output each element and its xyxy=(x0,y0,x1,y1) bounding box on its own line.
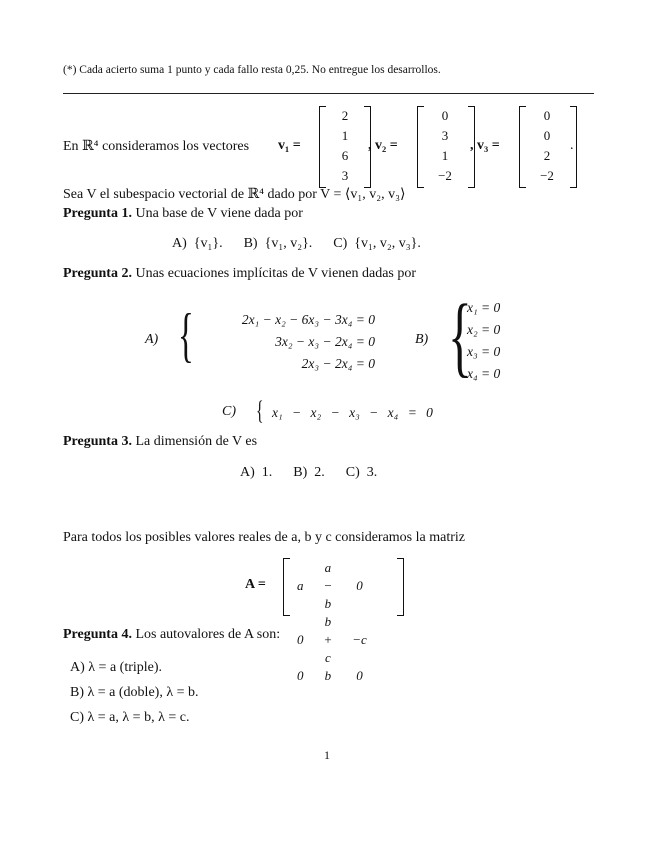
matrix-label: A = xyxy=(245,577,266,592)
v1-entry: 3 xyxy=(341,168,349,183)
equation: 2x₁ − x₂ − 6x₃ − 3x₄ = 0 xyxy=(241,312,375,327)
bracket-left xyxy=(519,106,526,188)
option-c-label: C) xyxy=(222,404,236,419)
v2-entry: −2 xyxy=(438,168,452,183)
equation: 2x₃ − 2x₄ = 0 xyxy=(301,356,375,371)
v3-entry: 2 xyxy=(543,148,551,163)
matrix-cell: −c xyxy=(352,632,367,647)
v3-entry: −2 xyxy=(540,168,554,183)
v1-entry: 2 xyxy=(341,108,349,123)
question-3-options: A) 1. B) 2. C) 3. xyxy=(240,465,378,480)
question-2 xyxy=(63,266,416,282)
question-3-label: Pregunta 3. xyxy=(63,434,132,449)
equation: x₁ = 0 xyxy=(467,300,501,315)
v2-entry: 3 xyxy=(441,128,449,143)
question-4-option-c: C) λ = a, λ = b, λ = c. xyxy=(70,710,190,725)
equation: x₄ = 0 xyxy=(467,366,501,381)
matrix-cell: 0 xyxy=(356,578,363,593)
brace-icon: { xyxy=(178,302,194,368)
question-4 xyxy=(63,627,280,643)
v2-entries xyxy=(425,106,465,186)
v1-entry: 1 xyxy=(341,128,349,143)
v2-label: , v₂ = xyxy=(368,138,398,153)
question-3-text: La dimensión de V es xyxy=(135,434,258,449)
question-2-text: Unas ecuaciones implícitas de V vienen dadas por xyxy=(135,266,417,281)
matrix-row xyxy=(287,667,377,685)
option-c-equation: x₁ − x₂ − x₃ − x₄ = 0 xyxy=(272,405,433,420)
matrix-cell: b xyxy=(324,668,332,683)
matrix-cell: a xyxy=(297,578,304,593)
question-4-option-b: B) λ = a (doble), λ = b. xyxy=(70,685,199,700)
option-a-label: A) xyxy=(145,332,159,347)
bracket-right xyxy=(397,558,404,616)
subspace-definition: Sea V el subespacio vectorial de ℝ⁴ dado por V = ⟨v₁, v₂, v₃⟩ xyxy=(63,187,406,202)
question-1-text: Una base de V viene dada por xyxy=(135,206,303,221)
bracket-left xyxy=(417,106,424,188)
question-3 xyxy=(63,434,257,450)
matrix-cell: 0 xyxy=(297,668,304,683)
header-rule xyxy=(63,93,594,94)
equation: x₂ = 0 xyxy=(467,322,501,337)
matrix-grid xyxy=(287,559,377,685)
option-b-equations xyxy=(467,297,500,385)
question-4-label: Pregunta 4. xyxy=(63,627,132,642)
matrix-row xyxy=(287,559,377,613)
brace-icon: { xyxy=(448,287,472,386)
bracket-left xyxy=(319,106,326,188)
matrix-row xyxy=(287,613,377,667)
matrix-cell: 0 xyxy=(297,632,304,647)
matrix-cell: b + c xyxy=(323,614,333,665)
question-1 xyxy=(63,206,303,222)
v3-entry: 0 xyxy=(543,128,551,143)
question-4-option-a: A) λ = a (triple). xyxy=(70,660,163,675)
v1-entries xyxy=(333,106,357,186)
matrix-intro: Para todos los posibles valores reales de a, b y c consideramos la matriz xyxy=(63,530,465,545)
v1-entry: 6 xyxy=(341,148,349,163)
v3-entry: 0 xyxy=(543,108,551,123)
question-4-text: Los autovalores de A son: xyxy=(135,627,281,642)
scoring-note: (*) Cada acierto suma 1 punto y cada fallo resta 0,25. No entregue los desarrollos. xyxy=(63,64,441,76)
question-1-options: A) {v₁}. B) {v₁, v₂}. C) {v₁, v₂, v₃}. xyxy=(172,236,421,251)
matrix-cell: a − b xyxy=(323,560,333,611)
matrix-cell: 0 xyxy=(356,668,363,683)
v3-label: , v₃ = xyxy=(470,138,500,153)
brace-icon: { xyxy=(256,396,264,425)
equation: x₃ = 0 xyxy=(467,344,501,359)
v2-entry: 0 xyxy=(441,108,449,123)
v1-label: v₁ = xyxy=(278,138,301,153)
option-a-equations xyxy=(195,309,375,375)
question-2-label: Pregunta 2. xyxy=(63,266,132,281)
page-number: 1 xyxy=(324,748,330,762)
equation: 3x₂ − x₃ − 2x₄ = 0 xyxy=(275,334,375,349)
v3-entries xyxy=(527,106,567,186)
question-1-label: Pregunta 1. xyxy=(63,206,132,221)
intro-lead: En ℝ⁴ consideramos los vectores xyxy=(63,139,250,154)
option-b-label: B) xyxy=(415,332,429,347)
v2-entry: 1 xyxy=(441,148,449,163)
intro-end: . xyxy=(570,138,574,153)
